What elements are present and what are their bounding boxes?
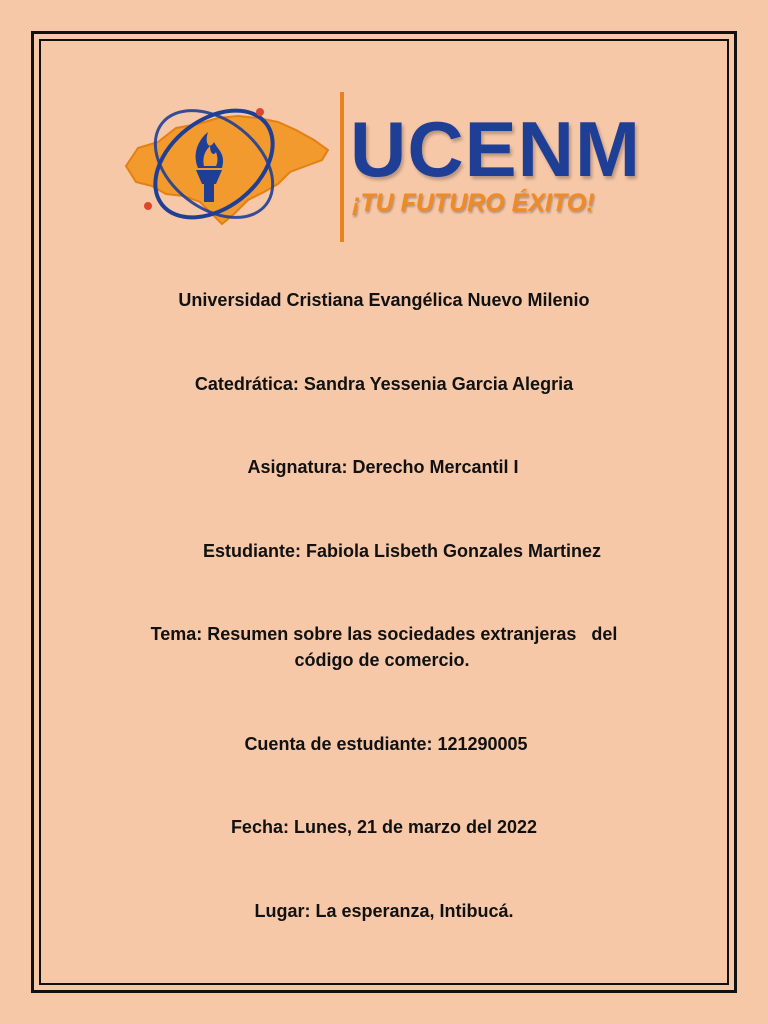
teacher-line: Catedrática: Sandra Yessenia Garcia Alegria	[194, 374, 574, 394]
date-line: Fecha: Lunes, 21 de marzo del 2022	[230, 817, 538, 837]
account-line: Cuenta de estudiante: 121290005	[244, 734, 528, 754]
honduras-map-torch-logo-icon	[118, 88, 338, 248]
university-name: Universidad Cristiana Evangélica Nuevo Milenio	[178, 290, 590, 310]
university-logo	[118, 88, 641, 248]
logo-divider	[340, 92, 344, 242]
logo-wordmark: UCENM	[350, 105, 641, 193]
topic-line-2: código de comercio.	[294, 650, 470, 670]
place-line: Lugar: La esperanza, Intibucá.	[254, 901, 514, 921]
logo-slogan: ¡TU FUTURO ÉXITO!	[352, 189, 595, 217]
subject-line: Asignatura: Derecho Mercantil I	[247, 457, 519, 477]
topic-line-1: Tema: Resumen sobre las sociedades extranjeras del	[150, 624, 618, 644]
student-line: Estudiante: Fabiola Lisbeth Gonzales Martinez	[202, 541, 602, 561]
